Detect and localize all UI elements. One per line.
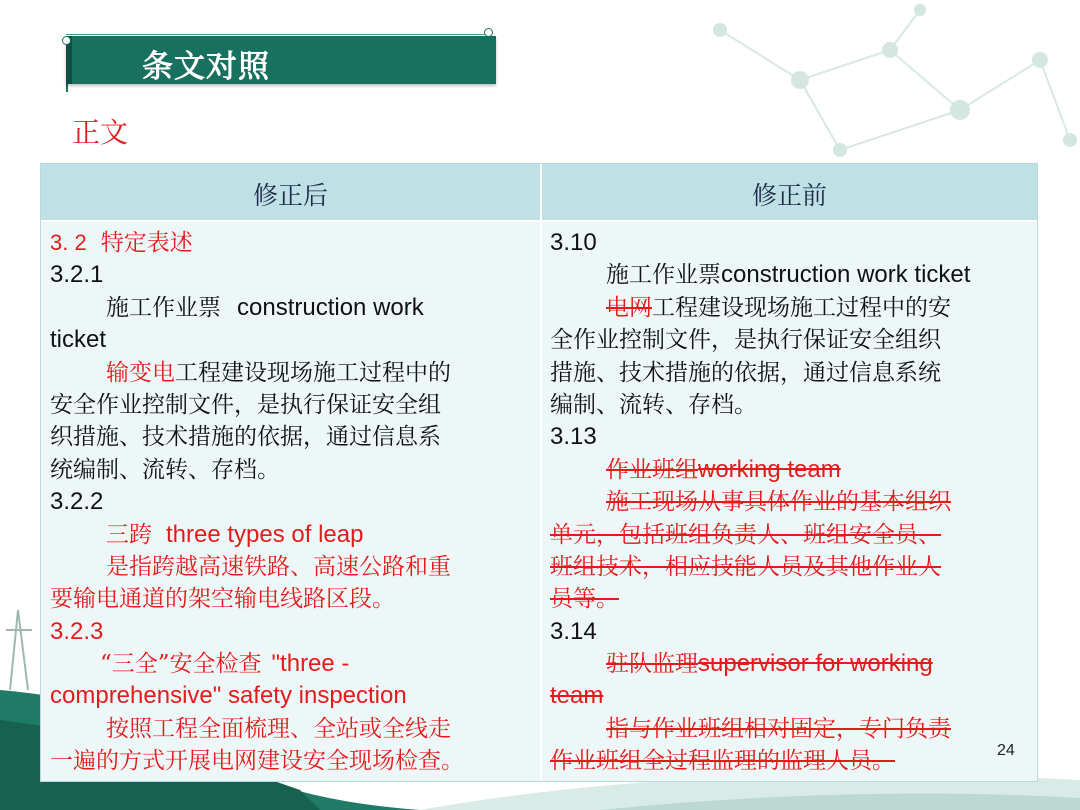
term-en-continued: comprehensive" safety inspection <box>50 682 407 710</box>
clause-heading <box>50 227 534 259</box>
term-en: "three - <box>271 650 350 678</box>
section-heading: 正文 <box>72 116 129 149</box>
after-column <box>50 227 534 778</box>
header-after: 修正后 <box>252 181 328 210</box>
definition-line: 统编制、流转、存档。 <box>50 456 280 483</box>
term-line <box>50 519 534 551</box>
deleted-definition-line: 单元，包括班组负责人、班组安全员、 <box>550 521 941 548</box>
term-zh: “三全”安全检查 <box>100 651 262 678</box>
term-zh: 施工作业票 <box>606 262 721 289</box>
deleted-text: 电网 <box>606 294 652 321</box>
title-banner <box>66 36 496 84</box>
clause-number: 3.2.3 <box>50 617 104 645</box>
term-en: working team <box>698 455 841 483</box>
definition-text: 工程建设现场施工过程中的 <box>175 359 451 386</box>
definition-line: 安全作业控制文件，是执行保证安全组 <box>50 391 441 418</box>
term-zh: 驻队监理 <box>606 651 698 678</box>
clause-number: 3.2.2 <box>50 488 104 516</box>
banner-dot-right <box>484 28 493 37</box>
term-en: construction work ticket <box>721 261 971 289</box>
definition-line: 一遍的方式开展电网建设安全现场检查。 <box>50 748 464 775</box>
network-decoration <box>660 0 1080 190</box>
clause-number: 3.14 <box>550 617 597 645</box>
definition-line: 要输电通道的架空输电线路区段。 <box>50 586 395 613</box>
term-zh: 施工作业票 <box>106 294 221 321</box>
deleted-definition-line: 作业班组全过程监理的监理人员。 <box>550 748 895 775</box>
deleted-term-en-continued: team <box>550 682 604 710</box>
term-line <box>550 259 1030 291</box>
before-column <box>550 227 1030 778</box>
deleted-term-line <box>550 454 1030 486</box>
definition-line <box>50 357 534 389</box>
clause-title: 特定表述 <box>100 230 193 256</box>
term-zh: 三跨 <box>106 521 152 548</box>
definition-line: 是指跨越高速铁路、高速公路和重 <box>106 553 451 580</box>
banner-dot-left <box>62 36 71 45</box>
deleted-definition-line: 指与作业班组相对固定，专门负责 <box>606 715 951 742</box>
deleted-term-line <box>550 648 1030 680</box>
deleted-definition-line: 员等。 <box>550 586 619 613</box>
definition-line: 编制、流转、存档。 <box>550 391 757 418</box>
term-zh: 作业班组 <box>606 456 698 483</box>
definition-line: 措施、技术措施的依据，通过信息系统 <box>550 359 941 386</box>
column-divider <box>540 164 542 781</box>
table-header-row <box>41 164 1037 220</box>
term-line <box>50 292 534 324</box>
definition-line: 全作业控制文件，是执行保证安全组织 <box>550 327 941 354</box>
term-en-continued: ticket <box>50 326 107 354</box>
deleted-definition-line: 施工现场从事具体作业的基本组织 <box>606 489 951 516</box>
clause-number: 3. 2 <box>50 230 87 255</box>
deleted-definition-line: 班组技术，相应技能人员及其他作业人 <box>550 553 941 580</box>
clause-number: 3.2.1 <box>50 261 104 289</box>
comparison-table <box>40 163 1038 782</box>
clause-number: 3.13 <box>550 423 597 451</box>
banner-rule <box>66 34 492 35</box>
revised-text: 输变电 <box>106 359 175 386</box>
slide-title: 条文对照 <box>142 49 270 85</box>
term-en: supervisor for working <box>698 650 933 678</box>
definition-text: 工程建设现场施工过程中的安 <box>652 294 951 321</box>
term-line <box>50 648 534 680</box>
definition-line: 织措施、技术措施的依据，通过信息系 <box>50 424 441 451</box>
clause-number: 3.10 <box>550 229 597 256</box>
term-en: construction work <box>237 293 424 321</box>
definition-line: 按照工程全面梳理、全站或全线走 <box>106 715 451 742</box>
definition-line <box>550 292 1030 324</box>
term-en: three types of leap <box>166 520 364 548</box>
header-before: 修正前 <box>751 181 827 210</box>
page-number: 24 <box>997 742 1015 759</box>
header-divider <box>41 220 1037 222</box>
